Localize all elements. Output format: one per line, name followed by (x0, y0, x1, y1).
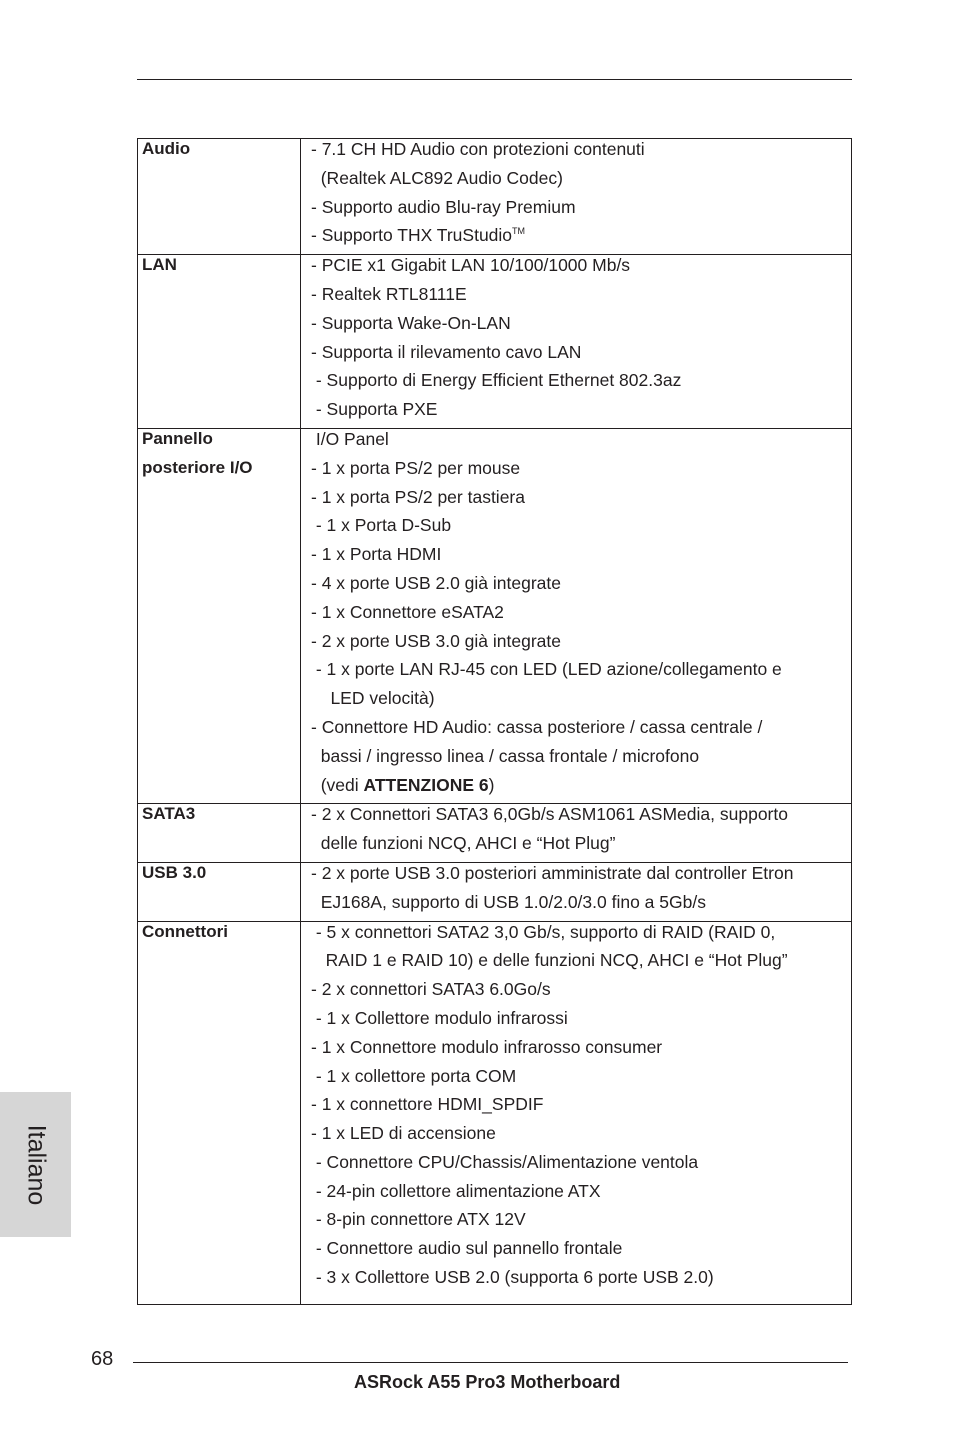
spec-line: - Supporto di Energy Efficient Ethernet 802.3az (311, 370, 682, 391)
note-reference: ATTENZIONE 6 (363, 774, 489, 795)
spec-table-body (138, 139, 852, 1305)
top-rule (137, 79, 852, 80)
spec-line: - Connettore CPU/Chassis/Alimentazione ventola (311, 1151, 699, 1172)
spec-line: - 1 x Connettore eSATA2 (311, 601, 504, 622)
spec-line: - Supporto audio Blu-ray Premium (311, 196, 576, 217)
spec-description (301, 921, 852, 1304)
spec-row (138, 255, 852, 429)
bottom-rule (133, 1362, 848, 1363)
note-suffix: ) (488, 774, 495, 795)
spec-line: (Realtek ALC892 Audio Codec) (311, 167, 563, 188)
spec-line: delle funzioni NCQ, AHCI e “Hot Plug” (311, 833, 616, 854)
spec-line: - 1 x Porta HDMI (311, 544, 442, 565)
spec-line: - Realtek RTL8111E (311, 283, 467, 304)
spec-description (301, 255, 852, 429)
spec-row (138, 804, 852, 863)
spec-line: RAID 1 e RAID 10) e delle funzioni NCQ, AHCI e “Hot Plug” (311, 950, 788, 971)
spec-line: - 1 x connettore HDMI_SPDIF (311, 1094, 544, 1115)
spec-label-line: SATA3 (142, 804, 196, 824)
page-number: 68 (91, 1348, 114, 1370)
spec-line: - 1 x collettore porta COM (311, 1065, 517, 1086)
spec-label (138, 139, 301, 255)
spec-line: - Connettore HD Audio: cassa posteriore / cassa centrale / (311, 716, 763, 737)
spec-label (138, 862, 301, 921)
spec-description (301, 862, 852, 921)
spec-line: - Supporta il rilevamento cavo LAN (311, 341, 582, 362)
spec-line-trademark (311, 225, 851, 254)
trademark-text: - Supporto THX TruStudio (311, 225, 513, 246)
spec-line: - 2 x connettori SATA3 6.0Go/s (311, 979, 551, 1000)
spec-label (138, 255, 301, 429)
spec-line: - 4 x porte USB 2.0 già integrate (311, 572, 561, 593)
footer-title: ASRock A55 Pro3 Motherboard (354, 1372, 621, 1392)
spec-line: - 7.1 CH HD Audio con protezioni contenuti (311, 139, 645, 159)
spec-line: bassi / ingresso linea / cassa frontale / microfono (311, 745, 700, 766)
spec-line: - 1 x Porta D-Sub (311, 515, 452, 536)
language-tab-label: Italiano (22, 1124, 50, 1205)
spec-line: - 2 x porte USB 3.0 già integrate (311, 630, 561, 651)
spec-line: EJ168A, supporto di USB 1.0/2.0/3.0 fino a 5Gb/s (311, 891, 706, 912)
spec-label-line: posteriore I/O (142, 457, 253, 477)
spec-line: - PCIE x1 Gigabit LAN 10/100/1000 Mb/s (311, 255, 631, 276)
spec-line: I/O Panel (311, 428, 389, 449)
cell-padding (311, 1296, 851, 1304)
spec-line-note (311, 775, 851, 804)
spec-line: - 8-pin connettore ATX 12V (311, 1209, 526, 1230)
spec-line: - 1 x porta PS/2 per tastiera (311, 486, 525, 507)
spec-label-line: USB 3.0 (142, 862, 207, 882)
spec-label-line: Connettori (142, 921, 228, 941)
spec-line: - Supporta Wake-On-LAN (311, 312, 511, 333)
trademark-symbol: TM (512, 226, 526, 237)
spec-line: - 24-pin collettore alimentazione ATX (311, 1180, 601, 1201)
spec-line: - 1 x porte LAN RJ-45 con LED (LED azione/collegamento e (311, 659, 782, 680)
spec-line: - 1 x Connettore modulo infrarosso consumer (311, 1036, 663, 1057)
spec-line: - 1 x Collettore modulo infrarossi (311, 1007, 568, 1028)
spec-label (138, 804, 301, 863)
spec-label-line: Audio (142, 139, 191, 158)
spec-label-line: Pannello (142, 428, 213, 448)
spec-line: - 3 x Collettore USB 2.0 (supporta 6 porte USB 2.0) (311, 1267, 714, 1288)
spec-line: - Supporta PXE (311, 399, 438, 420)
spec-description (301, 139, 852, 255)
spec-row (138, 921, 852, 1304)
language-tab (0, 1092, 71, 1237)
spec-row (138, 428, 852, 803)
spec-description (301, 428, 852, 803)
spec-line: - Connettore audio sul pannello frontale (311, 1238, 623, 1259)
spec-line: - 1 x porta PS/2 per mouse (311, 457, 521, 478)
spec-line: - 1 x LED di accensione (311, 1123, 496, 1144)
spec-label (138, 921, 301, 1304)
spec-line: - 2 x porte USB 3.0 posteriori amministrate dal controller Etron (311, 862, 794, 883)
spec-label (138, 428, 301, 803)
spec-table (137, 138, 852, 1305)
spec-row (138, 139, 852, 255)
spec-line: - 2 x Connettori SATA3 6,0Gb/s ASM1061 ASMedia, supporto (311, 804, 788, 825)
note-prefix: (vedi (311, 774, 364, 795)
spec-line: - 5 x connettori SATA2 3,0 Gb/s, supporto di RAID (RAID 0, (311, 921, 776, 942)
spec-line: LED velocità) (311, 688, 435, 709)
spec-row (138, 862, 852, 921)
spec-label-line: LAN (142, 255, 177, 275)
spec-description (301, 804, 852, 863)
